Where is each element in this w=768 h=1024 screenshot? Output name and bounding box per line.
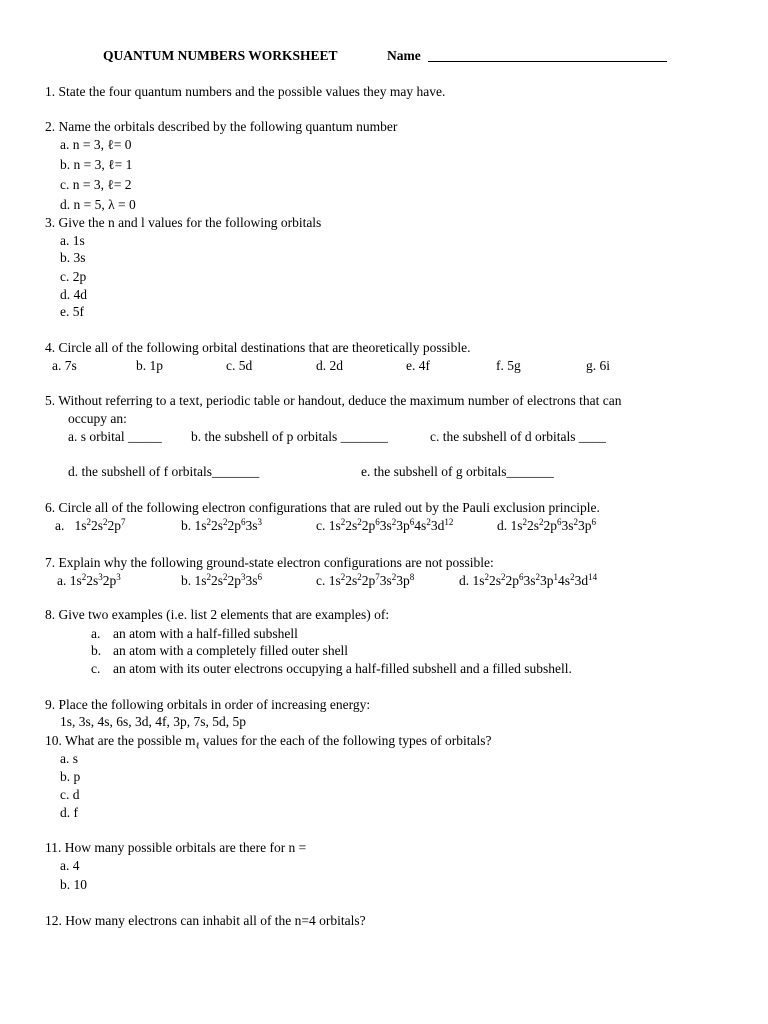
- question-9-orbital-list: 1s, 3s, 4s, 6s, 3d, 4f, 3p, 7s, 5d, 5p: [60, 714, 247, 729]
- question-2-item: d. n = 5, λ = 0: [60, 197, 136, 212]
- question-7-option-a: a. $1s^22s^32p^3$: [57, 572, 121, 588]
- option-label: a.: [55, 518, 65, 533]
- question-5-item: b. the subshell of p orbitals _______: [191, 429, 388, 444]
- question-4-option: a. 7s: [52, 358, 77, 373]
- question-2-item: c. n = 3, ℓ= 2: [60, 177, 132, 192]
- question-8-item: an atom with a half-filled subshell: [113, 626, 298, 641]
- question-10-item: c. d: [60, 787, 80, 802]
- question-7: 7. Explain why the following ground-state electron configurations are not possible:: [45, 555, 494, 570]
- name-label: Name: [387, 48, 421, 63]
- question-8-item-label: a.: [91, 626, 101, 641]
- option-label: d.: [497, 518, 508, 533]
- question-5-item: a. s orbital _____: [68, 429, 162, 444]
- question-8-item-label: b.: [91, 643, 102, 658]
- question-12: 12. How many electrons can inhabit all of the n=4 orbitals?: [45, 913, 366, 928]
- question-4-option: g. 6i: [586, 358, 611, 373]
- option-label: c.: [316, 573, 326, 588]
- question-4-option: d. 2d: [316, 358, 343, 373]
- option-label: a.: [57, 573, 67, 588]
- question-11-item: b. 10: [60, 877, 87, 892]
- question-8: 8. Give two examples (i.e. list 2 elements that are examples) of:: [45, 607, 390, 622]
- name-blank-line: [428, 61, 667, 62]
- question-8-item: an atom with its outer electrons occupying a half-filled subshell and a filled subshell.: [113, 661, 572, 676]
- question-6-option-b: b. $1s^22s^22p^63s^3$: [181, 517, 263, 533]
- question-5-item: d. the subshell of f orbitals_______: [68, 464, 260, 479]
- question-4-option: b. 1p: [136, 358, 163, 373]
- question-5-item: e. the subshell of g orbitals_______: [361, 464, 554, 479]
- option-label: b.: [181, 518, 192, 533]
- question-6-option-a: a. $1s^22s^22p^7$: [55, 517, 126, 533]
- question-5-item: c. the subshell of d orbitals ____: [430, 429, 606, 444]
- question-4-option: c. 5d: [226, 358, 253, 373]
- question-11: 11. How many possible orbitals are there for n =: [45, 840, 307, 855]
- question-9: 9. Place the following orbitals in order of increasing energy:: [45, 697, 371, 712]
- ml-subscript: ℓ: [195, 740, 200, 751]
- question-2-item: a. n = 3, ℓ= 0: [60, 137, 132, 152]
- question-6-option-c: c. $1s^22s^22p^63s^23p^64s^23d^{12}$: [316, 517, 454, 533]
- question-3-item: c. 2p: [60, 269, 87, 284]
- question-10-item: a. s: [60, 751, 78, 766]
- option-label: d.: [459, 573, 470, 588]
- question-6: 6. Circle all of the following electron configurations that are ruled out by the Pauli exclusion principle.: [45, 500, 600, 515]
- question-7-option-b: b. $1s^22s^22p^33s^6$: [181, 572, 263, 588]
- question-3-item: d. 4d: [60, 287, 87, 302]
- question-1: 1. State the four quantum numbers and the possible values they may have.: [45, 84, 446, 99]
- worksheet-title: QUANTUM NUMBERS WORKSHEET: [103, 48, 338, 63]
- question-6-option-d: d. $1s^22s^22p^63s^23p^6$: [497, 517, 597, 533]
- option-label: c.: [316, 518, 326, 533]
- question-10-item: b. p: [60, 769, 81, 784]
- question-4-option: f. 5g: [496, 358, 521, 373]
- question-7-option-c: c. $1s^22s^22p^73s^23p^8$: [316, 572, 415, 588]
- question-4-option: e. 4f: [406, 358, 430, 373]
- option-label: b.: [181, 573, 192, 588]
- question-10: [45, 733, 491, 749]
- question-4: 4. Circle all of the following orbital destinations that are theoretically possible.: [45, 340, 471, 355]
- question-8-item: an atom with a completely filled outer shell: [113, 643, 349, 658]
- question-8-item-label: c.: [91, 661, 101, 676]
- question-5: 5. Without referring to a text, periodic table or handout, deduce the maximum number of electrons that can: [45, 393, 622, 408]
- question-10-item: d. f: [60, 805, 78, 820]
- question-3-item: a. 1s: [60, 233, 85, 248]
- question-3-item: b. 3s: [60, 250, 86, 265]
- question-2-item: b. n = 3, ℓ= 1: [60, 157, 133, 172]
- question-3: 3. Give the n and l values for the following orbitals: [45, 215, 322, 230]
- question-5-continued: occupy an:: [68, 411, 127, 426]
- question-10-text-end: values for the each of the following types of orbitals?: [199, 733, 492, 748]
- question-7-option-d: d. $1s^22s^22p^63s^23p^14s^23d^{14}$: [459, 572, 598, 588]
- question-3-item: e. 5f: [60, 304, 84, 319]
- question-2: 2. Name the orbitals described by the following quantum number: [45, 119, 398, 134]
- question-11-item: a. 4: [60, 858, 80, 873]
- question-10-text-start: 10. What are the possible m: [45, 733, 196, 748]
